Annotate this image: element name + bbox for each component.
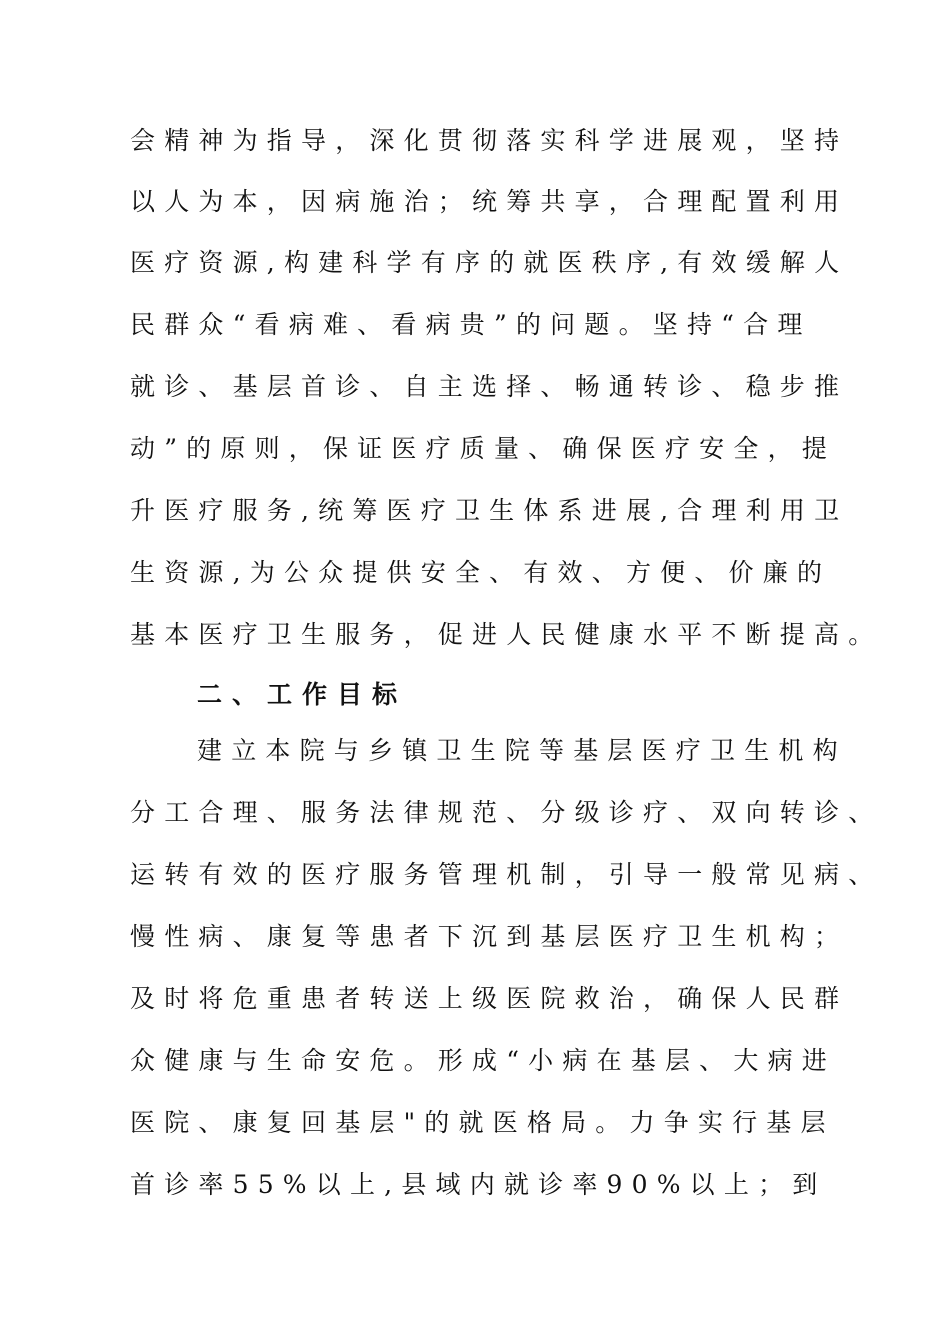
text-line-8: 生资源,为公众提供安全、有效、方便、价廉的 [130, 558, 832, 587]
text-line-3: 医疗资源,构建科学有序的就医秩序,有效缓解人 [130, 248, 849, 277]
text-line-13: 慢性病、康复等患者下沉到基层医疗卫生机构； [130, 922, 849, 951]
text-line-14: 及时将危重患者转送上级医院救治，确保人民群 [130, 984, 849, 1013]
text-line-7: 升医疗服务,统筹医疗卫生体系进展,合理利用卫 [130, 496, 849, 525]
text-line-15: 众健康与生命安危。形成“小病在基层、大病进 [130, 1046, 836, 1075]
text-line-4: 民群众“看病难、看病贵”的问题。坚持“合理 [130, 310, 812, 339]
text-line-16: 医院、康复回基层"的就医格局。力争实行基层 [130, 1108, 835, 1137]
section-heading: 二、工作目标 [197, 680, 408, 709]
text-line-5: 就诊、基层首诊、自主选择、畅通转诊、稳步推 [130, 372, 849, 401]
text-line-11: 分工合理、服务法律规范、分级诊疗、双向转诊、 [130, 798, 883, 827]
text-line-1: 会精神为指导，深化贯彻落实科学进展观，坚持 [130, 126, 849, 155]
text-line-6: 动”的原则，保证医疗质量、确保医疗安全，提 [130, 434, 836, 463]
text-line-10: 建立本院与乡镇卫生院等基层医疗卫生机构 [197, 736, 847, 765]
text-line-17: 首诊率55%以上,县域内就诊率90%以上；到 [130, 1170, 827, 1199]
text-line-2: 以人为本，因病施治；统筹共享，合理配置利用 [130, 187, 849, 216]
text-line-9: 基本医疗卫生服务，促进人民健康水平不断提高。 [130, 620, 883, 649]
text-line-12: 运转有效的医疗服务管理机制，引导一般常见病、 [130, 860, 883, 889]
